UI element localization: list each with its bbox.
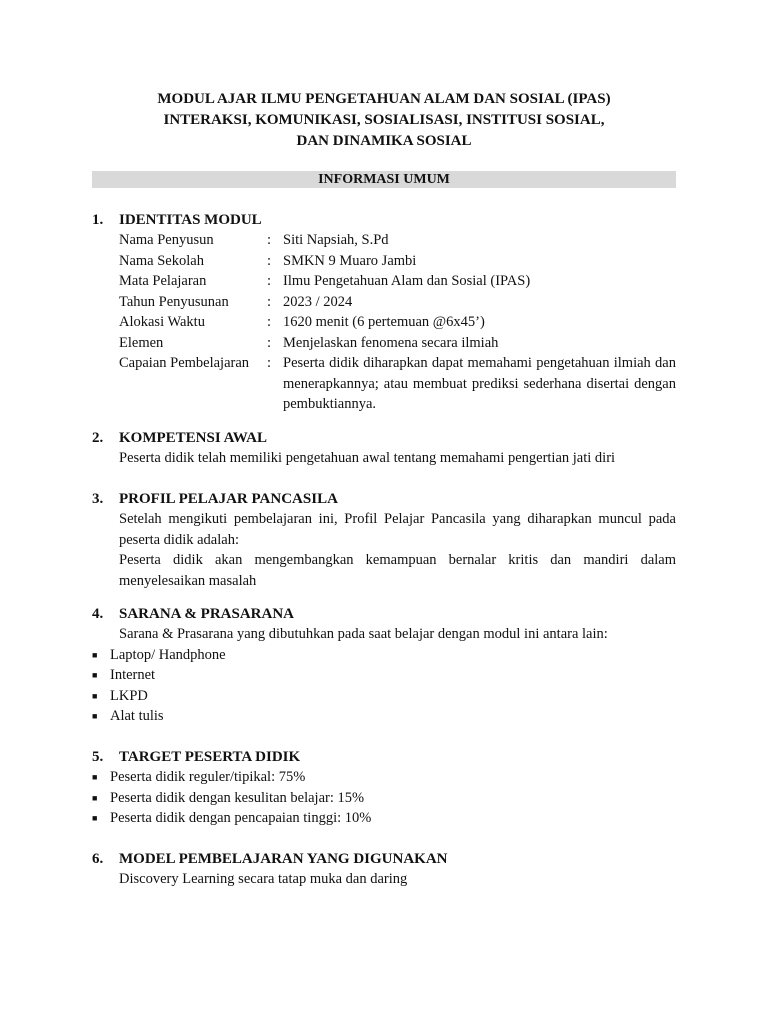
identity-label: Tahun Penyusunan	[119, 293, 229, 310]
section-kompetensi-awal	[92, 428, 676, 469]
list-item-text: Peserta didik dengan pencapaian tinggi: 10%	[110, 810, 372, 826]
identity-label: Alokasi Waktu	[119, 314, 205, 330]
identity-label: Capaian Pembelajaran	[119, 355, 250, 371]
colon-separator: :	[267, 314, 272, 330]
square-bullet-icon: ■	[92, 649, 98, 660]
identity-row	[119, 312, 676, 333]
identity-label: Elemen	[119, 334, 164, 351]
identity-value: SMKN 9 Muaro Jambi	[283, 252, 417, 269]
section-title: TARGET PESERTA DIDIK	[119, 749, 301, 765]
list-item	[92, 645, 676, 666]
list-item	[92, 808, 676, 829]
section-number: 2.	[92, 430, 104, 446]
section-paragraph: Peserta didik telah memiliki pengetahuan awal tentang memahami pengertian jati diri	[119, 450, 616, 466]
square-bullet-icon: ■	[92, 772, 98, 782]
list-item-text: Alat tulis	[110, 708, 164, 724]
identity-value: Ilmu Pengetahuan Alam dan Sosial (IPAS)	[283, 273, 531, 289]
identity-row	[119, 271, 676, 292]
section-heading	[92, 489, 676, 509]
identity-value: 1620 menit (6 pertemuan @6x45’)	[283, 314, 485, 330]
section-paragraph: Sarana & Prasarana yang dibutuhkan pada saat belajar dengan modul ini antara lain:	[119, 626, 608, 642]
title-line-2: INTERAKSI, KOMUNIKASI, SOSIALISASI, INSTITUSI SOSIAL,	[163, 112, 605, 128]
list-item	[92, 706, 676, 727]
section-title: SARANA & PRASARANA	[119, 606, 295, 622]
square-bullet-icon: ■	[92, 792, 98, 803]
identity-value: Menjelaskan fenomena secara ilmiah	[283, 334, 499, 351]
section-heading	[92, 849, 676, 869]
list-item-text: Peserta didik reguler/tipikal: 75%	[110, 769, 306, 785]
title-line-3: DAN DINAMIKA SOSIAL	[296, 133, 472, 149]
section-title: PROFIL PELAJAR PANCASILA	[119, 491, 338, 507]
section-number: 4.	[92, 606, 104, 622]
identity-table	[92, 230, 676, 415]
identity-row	[119, 251, 676, 272]
bullet-list	[92, 767, 676, 829]
list-item-text: Internet	[110, 667, 156, 683]
bullet-list	[92, 645, 676, 727]
section-number: 3.	[92, 491, 104, 507]
identity-row	[119, 333, 676, 354]
list-item-text: Peserta didik dengan kesulitan belajar: 15%	[110, 789, 365, 806]
colon-separator: :	[267, 273, 272, 289]
section-paragraph: Peserta didik akan mengembangkan kemampuan bernalar kritis dan mandiri dalam menyelesaikan masalah	[119, 552, 676, 589]
list-item	[92, 665, 676, 686]
title-line-1: MODUL AJAR ILMU PENGETAHUAN ALAM DAN SOSIAL (IPAS)	[157, 91, 611, 107]
identity-value: 2023 / 2024	[283, 293, 353, 310]
section-heading	[92, 210, 676, 230]
list-item-text: LKPD	[110, 687, 148, 704]
colon-separator: :	[267, 232, 272, 248]
square-bullet-icon: ■	[92, 690, 98, 701]
section-number: 6.	[92, 851, 104, 867]
list-item	[92, 686, 676, 707]
section-banner: INFORMASI UMUM	[92, 171, 676, 188]
section-title: MODEL PEMBELAJARAN YANG DIGUNAKAN	[119, 851, 448, 867]
identity-row	[119, 292, 676, 313]
list-item-text: Laptop/ Handphone	[110, 646, 226, 663]
square-bullet-icon: ■	[92, 670, 98, 680]
colon-separator: :	[267, 334, 272, 351]
colon-separator: :	[267, 252, 272, 269]
section-sarana-prasarana	[92, 604, 676, 727]
list-item	[92, 767, 676, 788]
section-number: 5.	[92, 749, 104, 765]
section-paragraph: Discovery Learning secara tatap muka dan daring	[119, 871, 408, 887]
section-heading	[92, 428, 676, 448]
colon-separator: :	[267, 293, 272, 310]
section-heading	[92, 747, 676, 767]
list-item	[92, 788, 676, 809]
identity-label: Mata Pelajaran	[119, 273, 207, 289]
section-target-peserta-didik	[92, 747, 676, 829]
identity-row	[119, 353, 676, 415]
identity-label: Nama Sekolah	[119, 252, 204, 269]
square-bullet-icon: ■	[92, 813, 98, 823]
section-title: IDENTITAS MODUL	[119, 212, 262, 228]
document-title	[92, 89, 676, 152]
section-number: 1.	[92, 212, 104, 228]
section-paragraph: Setelah mengikuti pembelajaran ini, Profil Pelajar Pancasila yang diharapkan muncul pada peserta didik adalah:	[119, 511, 676, 548]
identity-row	[119, 230, 676, 251]
colon-separator: :	[267, 355, 272, 371]
section-profil-pelajar-pancasila	[92, 489, 676, 591]
section-model-pembelajaran	[92, 849, 676, 890]
identity-label: Nama Penyusun	[119, 232, 214, 248]
section-heading	[92, 604, 676, 624]
identity-value: Siti Napsiah, S.Pd	[283, 232, 389, 248]
identity-value: Peserta didik diharapkan dapat memahami pengetahuan ilmiah dan menerapkannya; atau membuat prediksi sederhana disertai dengan pembuktiannya.	[283, 355, 676, 412]
square-bullet-icon: ■	[92, 711, 98, 721]
section-title: KOMPETENSI AWAL	[119, 430, 267, 446]
section-identitas-modul	[92, 210, 676, 415]
